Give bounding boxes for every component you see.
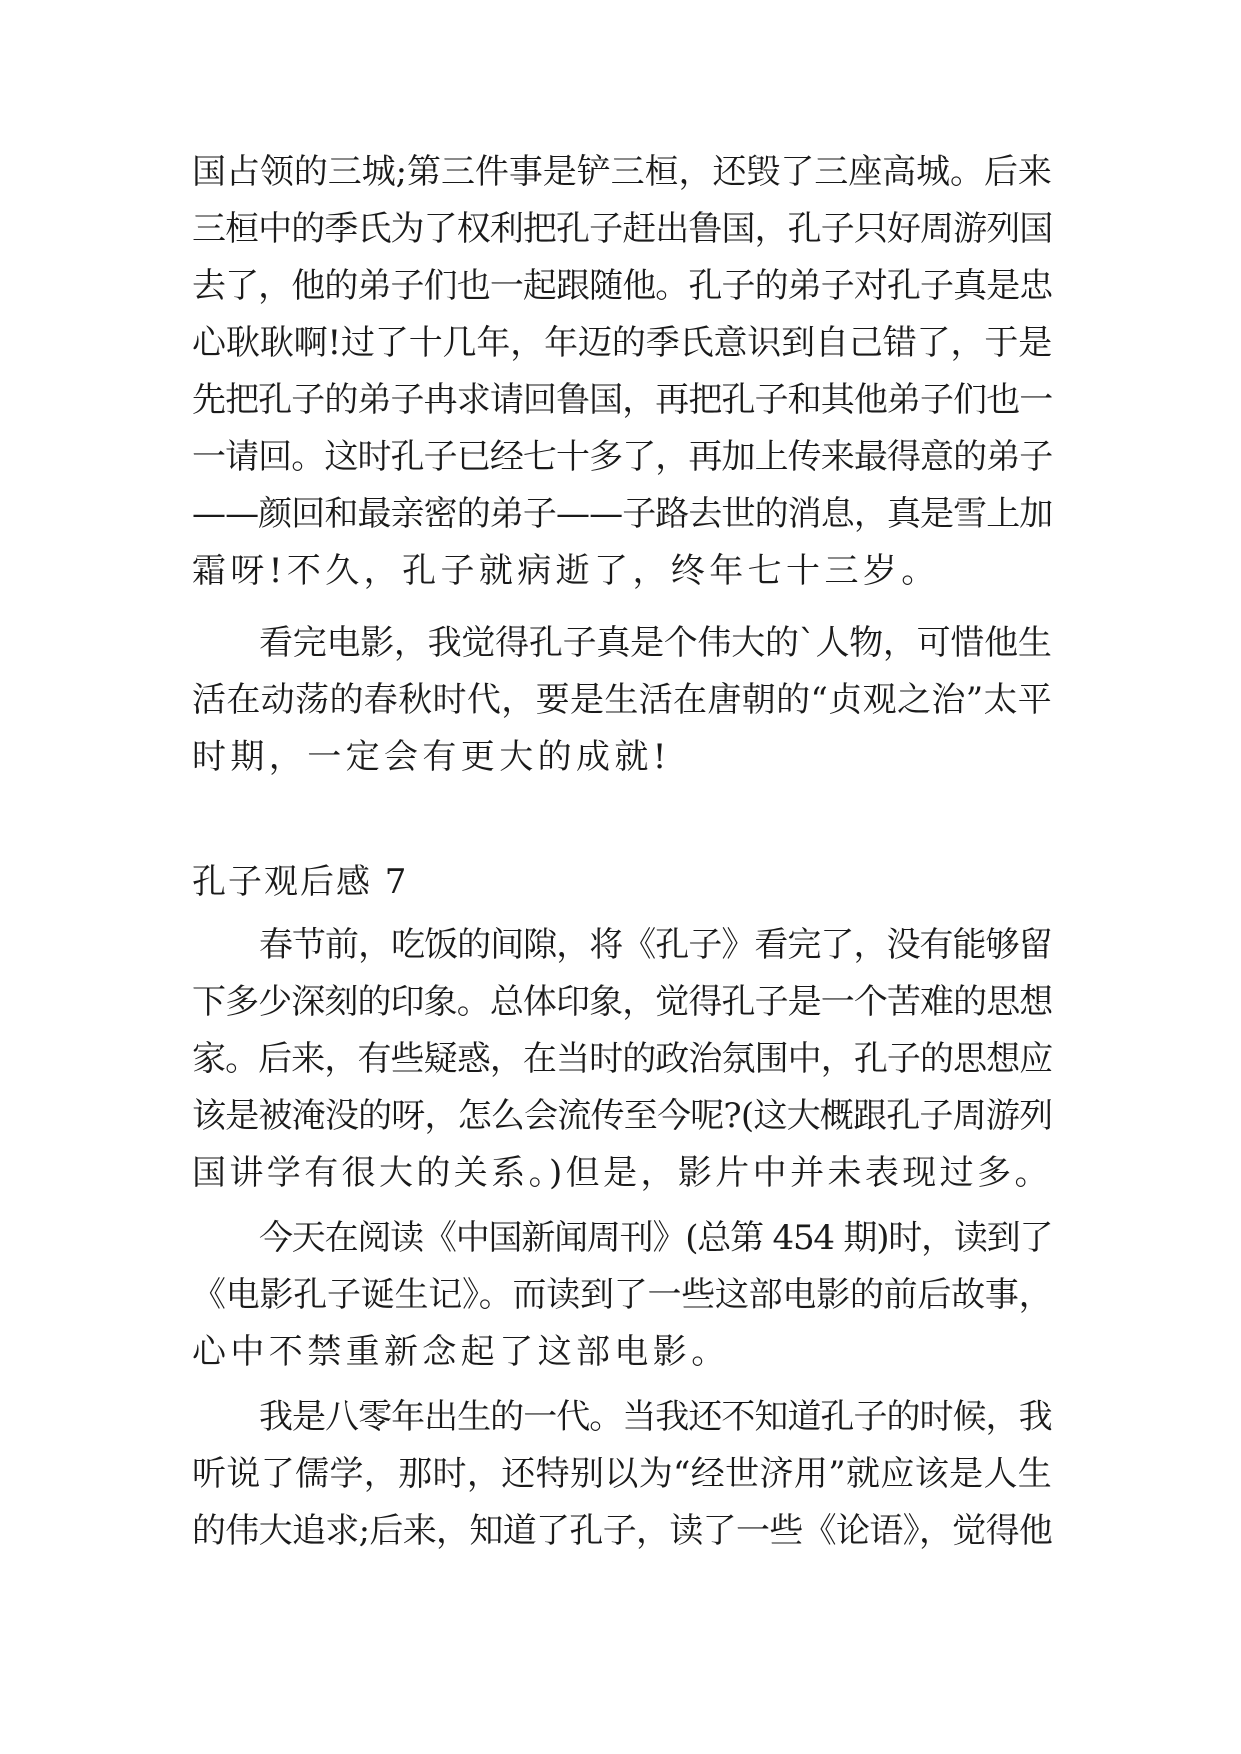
text-line: 《电影孔子诞生记》。而读到了一些这部电影的前后故事，: [192, 1275, 1053, 1315]
text-line: 国占领的三城;第三件事是铲三桓，还毁了三座高城。后来: [192, 152, 1052, 192]
text-line: 下多少深刻的印象。总体印象，觉得孔子是一个苦难的思想: [192, 982, 1053, 1022]
text-line: 时期，一定会有更大的成就!: [192, 737, 671, 777]
text-line: 心耿耿啊!过了十几年，年迈的季氏意识到自己错了，于是: [192, 323, 1053, 363]
text-line: 听说了儒学，那时，还特别以为“经世济用”就应该是人生: [192, 1454, 1053, 1494]
text-line: 先把孔子的弟子冉求请回鲁国，再把孔子和其他弟子们也一: [192, 380, 1053, 420]
text-line: 的伟大追求;后来，知道了孔子，读了一些《论语》，觉得他: [192, 1511, 1053, 1551]
section-heading: 孔子观后感 7: [192, 862, 409, 902]
text-line: 心中不禁重新念起了这部电影。: [192, 1332, 730, 1372]
text-line: 去了，他的弟子们也一起跟随他。孔子的弟子对孔子真是忠: [192, 266, 1053, 306]
text-line: 一请回。这时孔子已经七十多了，再加上传来最得意的弟子: [192, 437, 1053, 477]
text-line: 活在动荡的春秋时代，要是生活在唐朝的“贞观之治”太平: [192, 680, 1053, 720]
text-line: 该是被淹没的呀，怎么会流传至今呢?(这大概跟孔子周游列: [192, 1096, 1053, 1136]
text-line: 看完电影，我觉得孔子真是个伟大的`人物，可惜他生: [259, 623, 1052, 663]
text-line: 家。后来，有些疑惑，在当时的政治氛围中，孔子的思想应: [192, 1039, 1053, 1079]
text-line: 今天在阅读《中国新闻周刊》(总第 454 期)时，读到了: [259, 1218, 1053, 1258]
text-line: 霜呀!不久，孔子就病逝了，终年七十三岁。: [192, 551, 940, 591]
text-line: 我是八零年出生的一代。当我还不知道孔子的时候，我: [259, 1397, 1052, 1437]
text-line: 三桓中的季氏为了权利把孔子赶出鲁国，孔子只好周游列国: [192, 209, 1053, 249]
text-line: 春节前，吃饭的间隙，将《孔子》看完了，没有能够留: [259, 925, 1052, 965]
text-line: 国讲学有很大的关系。)但是，影片中并未表现过多。: [192, 1153, 1052, 1193]
text-line: ——颜回和最亲密的弟子——子路去世的消息，真是雪上加: [192, 494, 1053, 534]
